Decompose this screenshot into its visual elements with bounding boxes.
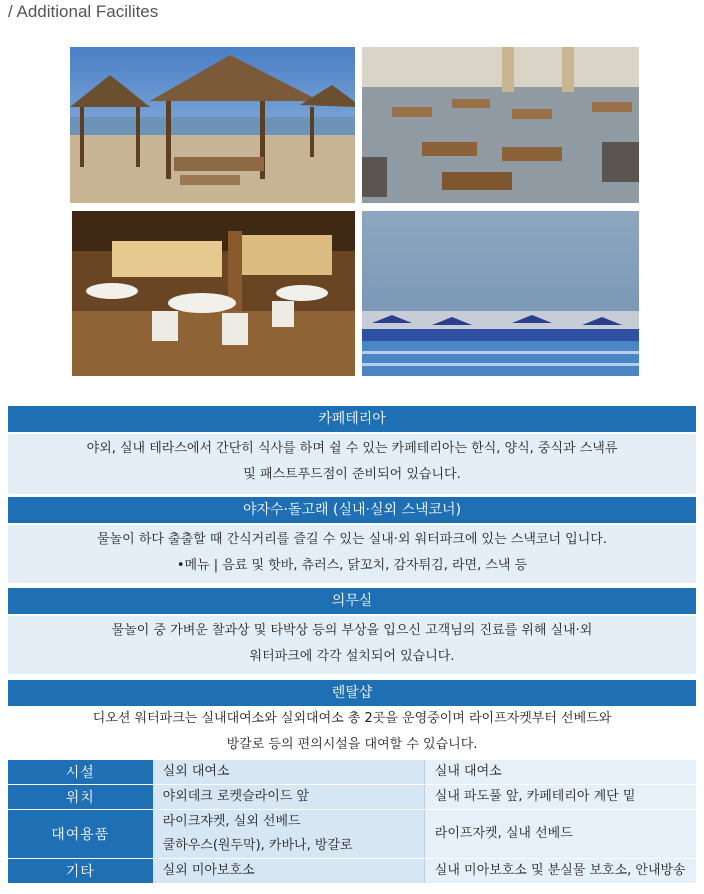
table-row (8, 785, 696, 810)
cell-text: 라이프자켓, 실내 선베드 (434, 826, 573, 841)
rental-table (8, 760, 696, 884)
row-header: 시설 (8, 760, 153, 785)
section-body-rental (8, 706, 696, 760)
outdoor-terrace-photo (362, 47, 639, 203)
text-line: •메뉴 | 음료 및 핫바, 츄러스, 닭꼬치, 감자튀김, 라면, 스낵 등 (176, 558, 528, 573)
cell-text: 라이크쟈켓, 실외 선베드 (162, 814, 301, 829)
row-header: 대여용품 (8, 810, 153, 859)
indoor-cell (424, 760, 696, 785)
section-body-medical (8, 616, 696, 674)
text-line: 워터파크에 각각 설치되어 있습니다. (249, 649, 455, 664)
text-line: 물놀이 중 가벼운 찰과상 및 타박상 등의 부상을 입으신 고객님의 진료를 위해 실내·외 (111, 623, 593, 638)
cell-text: 실외 미아보호소 (162, 863, 255, 878)
cell-text: 실내 파도풀 앞, 카페테리아 계단 밑 (434, 789, 636, 804)
cell-text: 실내 미아보호소 및 분실물 보호소, 안내방송 (434, 863, 686, 878)
table-row (8, 810, 696, 859)
cell-text: 실내 대여소 (434, 764, 502, 779)
text-line: 야외, 실내 테라스에서 간단히 식사를 하며 쉴 수 있는 카페테리아는 한식, 양식, 중식과 스낵류 (86, 441, 618, 456)
beach-cabanas-photo (70, 47, 355, 203)
indoor-cell (424, 810, 696, 859)
text-line: 방갈로 등의 편의시설을 대여할 수 있습니다. (226, 737, 478, 752)
row-header: 기타 (8, 859, 153, 884)
cell-text: 실외 대여소 (162, 764, 230, 779)
outdoor-cell (153, 760, 425, 785)
section-title-medical: 의무실 (8, 588, 696, 614)
page-title: / Additional Facilites (8, 2, 159, 21)
section-body-snack (8, 525, 696, 583)
outdoor-cell (153, 785, 425, 810)
table-row (8, 760, 696, 785)
text-line: 물놀이 하다 출출할 때 간식거리를 즐길 수 있는 실내·외 워터파크에 있는 스낵코너 입니다. (97, 532, 607, 547)
section-title-rental: 렌탈샵 (8, 680, 696, 706)
indoor-cafeteria-photo (72, 211, 355, 376)
indoor-cell (424, 785, 696, 810)
cell-text: 야외데크 로켓슬라이드 앞 (162, 789, 309, 804)
sea-view-pool-photo (362, 211, 639, 376)
cell-text: 쿨하우스(원두막), 카바나, 방갈로 (162, 838, 353, 853)
outdoor-cell (153, 810, 425, 859)
text-line: 및 패스트푸드점이 준비되어 있습니다. (243, 467, 461, 482)
section-title-cafeteria: 카페테리아 (8, 406, 696, 432)
row-header: 위치 (8, 785, 153, 810)
outdoor-cell (153, 859, 425, 884)
text-line: 디오션 워터파크는 실내대여소와 실외대여소 총 2곳을 운영중이며 라이프자켓부터 선베드와 (92, 711, 612, 726)
indoor-cell (424, 859, 696, 884)
section-body-cafeteria (8, 434, 696, 494)
table-row (8, 859, 696, 884)
section-title-snack: 야자수·돌고래 (실내·실외 스낵코너) (8, 497, 696, 523)
